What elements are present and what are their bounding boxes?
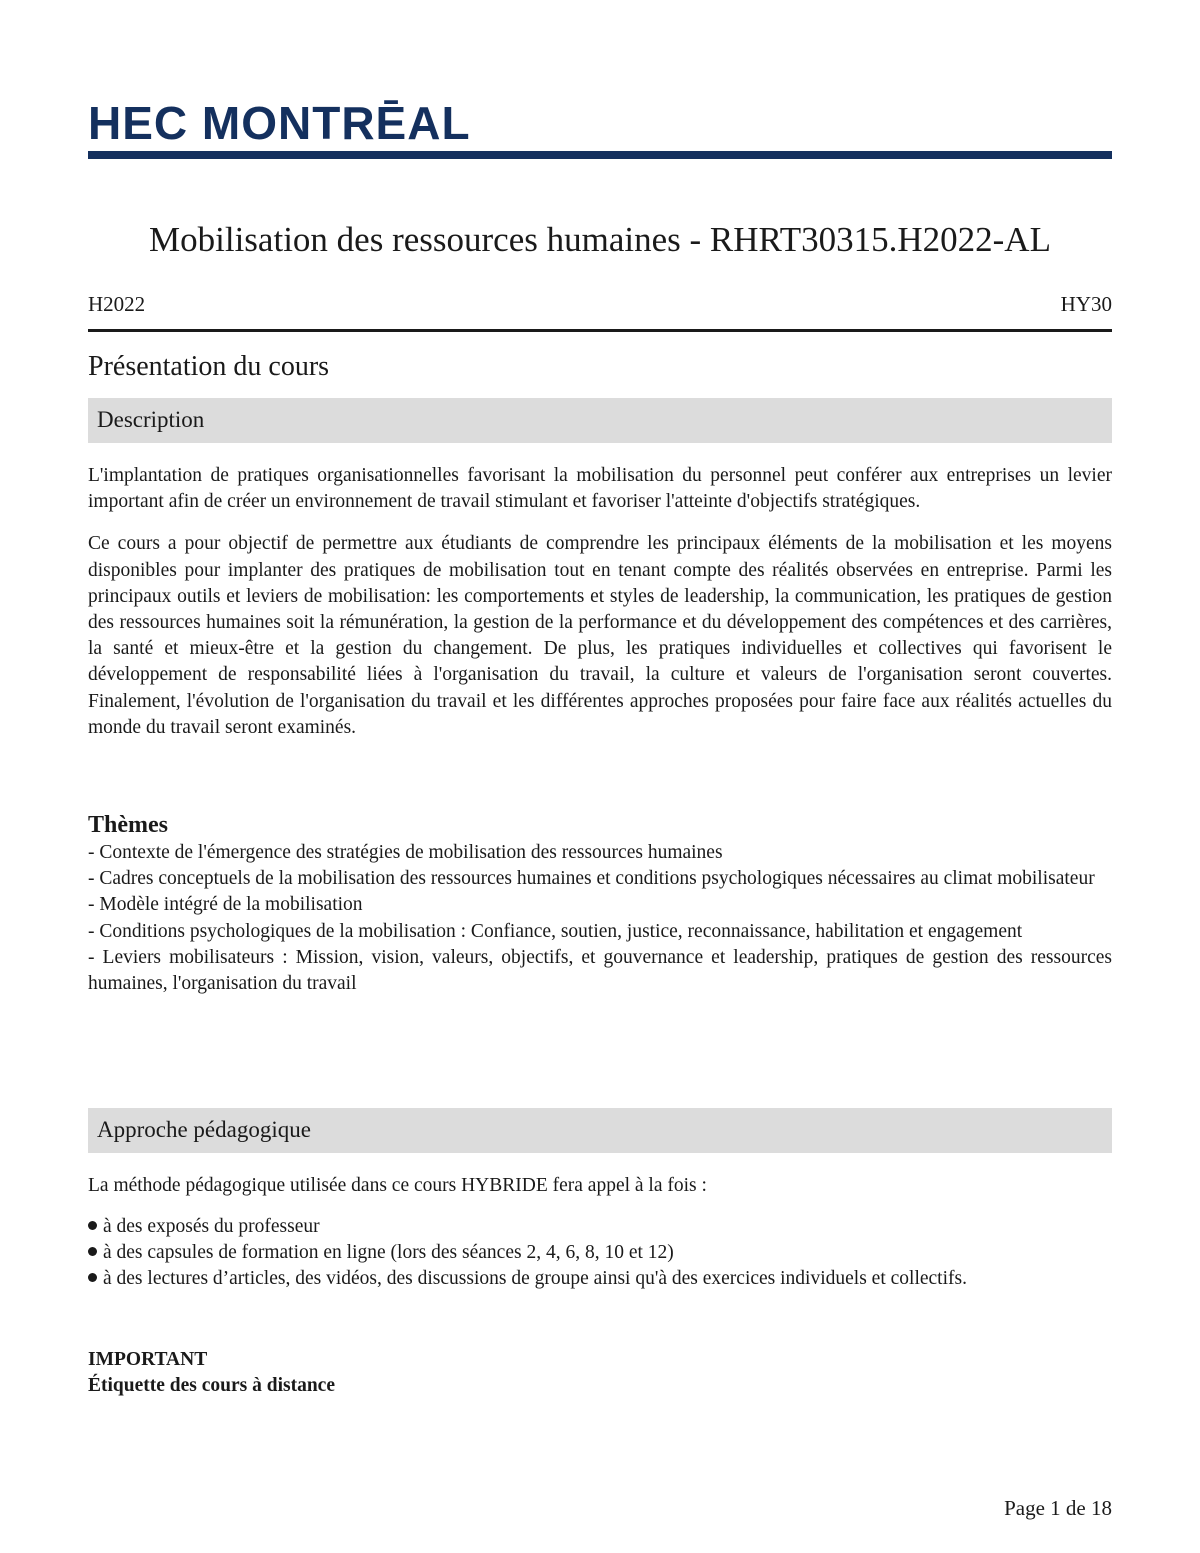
important-label: IMPORTANT	[88, 1349, 208, 1370]
approach-band	[88, 1108, 1112, 1153]
header-divider	[88, 329, 1112, 332]
themes-list	[88, 840, 1112, 997]
list-item	[88, 1240, 1112, 1266]
term-label: H2022	[88, 292, 146, 316]
description-paragraph: Ce cours a pour objectif de permettre aux étudiants de comprendre les principaux éléments de la mobilisation et les moyens disponibles pour implanter des pratiques de mobilisation tout en tenant compte des réalités observées en entreprise. Parmi les principaux outils et leviers de mobilisation: les comportements et styles de leadership, la communication, les pratiques de gestion des ressources humaines soit la rémunération, la gestion de la performance et du développement des compétences et des carrières, la santé et mieux-être et la gestion du changement. De plus, les pratiques individuelles et collectives qui favorisent le développement de responsabilité liées à l'organisation du travail, la culture et valeurs de l'organisation seront couvertes. Finalement, l'évolution de l'organisation du travail et les différentes approches proposées pour faire face aux réalités actuelles du monde du travail seront examinés.	[88, 533, 1112, 738]
theme-item: - Modèle intégré de la mobilisation	[88, 894, 363, 916]
section-label: HY30	[1060, 292, 1112, 316]
bullet-icon	[88, 1247, 97, 1256]
course-title: Mobilisation des ressources humaines - RHRT30315.H2022-AL	[149, 220, 1051, 259]
theme-item: - Leviers mobilisateurs : Mission, vision, valeurs, objectifs, et gouvernance et leadership, pratiques de gestion des ressources humaines, l'organisation du travail	[88, 946, 1112, 995]
approach-bullets	[88, 1214, 1112, 1293]
page-number: Page 1 de 18	[1004, 1496, 1112, 1520]
bullet-text: à des exposés du professeur	[103, 1216, 320, 1237]
logo-divider	[88, 151, 1112, 159]
approach-intro: La méthode pédagogique utilisée dans ce cours HYBRIDE fera appel à la fois :	[88, 1175, 707, 1196]
bullet-icon	[88, 1273, 97, 1282]
presentation-heading: Présentation du cours	[88, 351, 330, 382]
description-paragraph: L'implantation de pratiques organisationnelles favorisant la mobilisation du personnel peut conférer aux entreprises un levier important afin de créer un environnement de travail stimulant et favoriser l'atteinte d'objectifs stratégiques.	[88, 465, 1112, 513]
description-label: Description	[97, 407, 205, 432]
approach-label: Approche pédagogique	[97, 1117, 311, 1142]
description-text	[88, 463, 1112, 741]
description-band	[88, 398, 1112, 443]
theme-item: - Conditions psychologiques de la mobilisation : Confiance, soutien, justice, reconnaissance, habilitation et engagement	[88, 920, 1023, 942]
bullet-text: à des lectures d’articles, des vidéos, des discussions de groupe ainsi qu'à des exercices individuels et collectifs.	[103, 1268, 967, 1290]
hec-montreal-logo: HEC MONTRĒAL	[88, 97, 471, 149]
etiquette-heading: Étiquette des cours à distance	[88, 1375, 335, 1396]
list-item	[88, 1214, 1112, 1240]
bullet-icon	[88, 1221, 97, 1230]
themes-title: Thèmes	[88, 812, 168, 838]
bullet-text: à des capsules de formation en ligne (lors des séances 2, 4, 6, 8, 10 et 12)	[103, 1242, 674, 1264]
theme-item: - Cadres conceptuels de la mobilisation des ressources humaines et conditions psychologiques nécessaires au climat mobilisateur	[88, 868, 1095, 890]
theme-item: - Contexte de l'émergence des stratégies de mobilisation des ressources humaines	[88, 842, 723, 863]
list-item	[88, 1266, 1112, 1292]
